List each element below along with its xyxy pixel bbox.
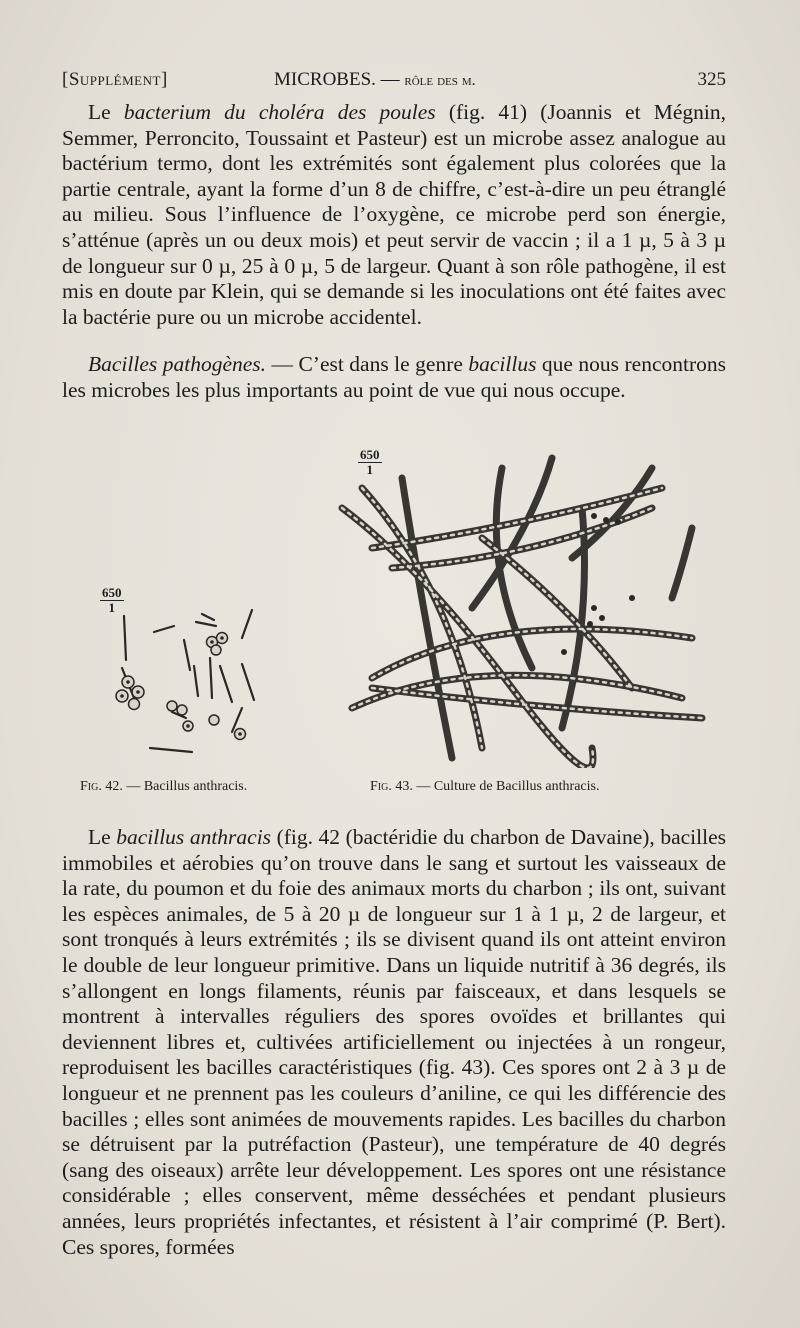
fig42-illustration [92, 580, 332, 760]
paragraph-cholera-poules [62, 100, 726, 330]
p3-italic-term: bacillus anthracis [116, 825, 272, 849]
header-title [274, 66, 476, 95]
fig43-caption [370, 778, 599, 796]
fig42-scale-num: 650 [102, 585, 122, 600]
p1-text-c: (fig. 41) (Joannis et Mégnin, Semmer, Perroncito, Toussaint et Pasteur) est un microbe assez analogue au bactérium termo, dont les extrémités sont également plus colorées que la partie centrale, ayant la forme d’un 8 de chiffre, c’est-à-dire un peu étranglé au milieu. Sous l’influence de l’oxygène, ce microbe perd son énergie, s’atténue (après un ou deux mois) et peut servir de vaccin ; il a 1 µ, 5 à 3 µ de longueur sur 0 µ, 25 à 0 µ, 5 de largeur. Quant à son rôle pathogène, il est mis en doute par Klein, qui se demande si les inoculations ont été faites avec la bactérie pure ou un microbe accidentel. [62, 100, 726, 329]
p1-italic-term: bacterium du choléra des poules [123, 100, 436, 124]
p1-text-a: Le [88, 100, 124, 124]
fig43-caption-text: — Culture de Bacillus anthracis. [412, 779, 600, 794]
fig43-illustration [332, 448, 722, 768]
p2-text-b: — C’est dans le genre [266, 352, 469, 376]
p2-italic-genus: bacillus [468, 352, 537, 376]
p3-text-c: (fig. 42 (bactéridie du charbon de Davaine), bacilles immobiles et aérobies qu’on trouve dans le sang et surtout les vaisseaux de la rate, du poumon et du foie des animaux morts du charbon ; ils ont, suivant les espèces animales, de 5 à 20 µ de longueur sur 1 à 1 µ, 2 de largeur, et sont tronqués à leurs extrémités ; ils se divisent quand ils ont atteint environ le double de leur longueur primitive. Dans un liquide nutritif à 36 degrés, ils s’allongent en longs filaments, réunis par faisceaux, et dans lesquels se montrent à intervalles réguliers des spores ovoïdes et brillantes qui deviennent libres et, cultivées artificiellement ou injectées à un rongeur, reproduisent les bacilles caractéristiques (fig. 43). Ces spores ont 2 à 3 µ de longueur et ne prennent pas les couleurs d’aniline, ce qui les différencie des bacilles ; elles sont animées de mouvements rapides. Les bacilles du charbon se détruisent par la putréfaction (Pasteur), une température de 40 degrés (sang des oiseaux) arrête leur développement. Les spores ont une résistance considérable ; elles conservent, même desséchées et pendant plusieurs années, leurs propriétés infectantes, et résistent à l’air comprimé (P. Bert). Ces spores, formées [62, 825, 726, 1259]
fig43-caption-label: Fig. 43. [370, 779, 413, 794]
p2-heading: Bacilles pathogènes. [88, 352, 267, 376]
paragraph-3 [62, 825, 726, 1260]
paragraph-bacilles-pathogenes [62, 352, 726, 403]
paragraph-2 [62, 352, 726, 403]
running-header [62, 66, 726, 94]
header-title-sub: rôle des m. [404, 72, 476, 89]
p2-text-d: que nous rencontrons les microbes les plus importants au point de vue qui nous occupe. [62, 352, 727, 402]
paragraph-bacillus-anthracis [62, 825, 726, 1260]
fig42-scale-den: 1 [108, 600, 115, 615]
fig42-caption [80, 778, 247, 796]
header-section: [Supplément] [62, 69, 168, 90]
fig42-caption-label: Fig. 42. [80, 779, 123, 794]
page-number: 325 [697, 69, 726, 90]
figures-area [62, 440, 726, 794]
header-title-main: MICROBES. — [274, 69, 400, 90]
fig43-scale-num: 650 [360, 447, 380, 462]
fig43-scale-den: 1 [366, 462, 373, 477]
paragraph-1 [62, 100, 726, 330]
p3-text-a: Le [88, 825, 117, 849]
fig42-caption-text: — Bacillus anthracis. [122, 779, 248, 794]
